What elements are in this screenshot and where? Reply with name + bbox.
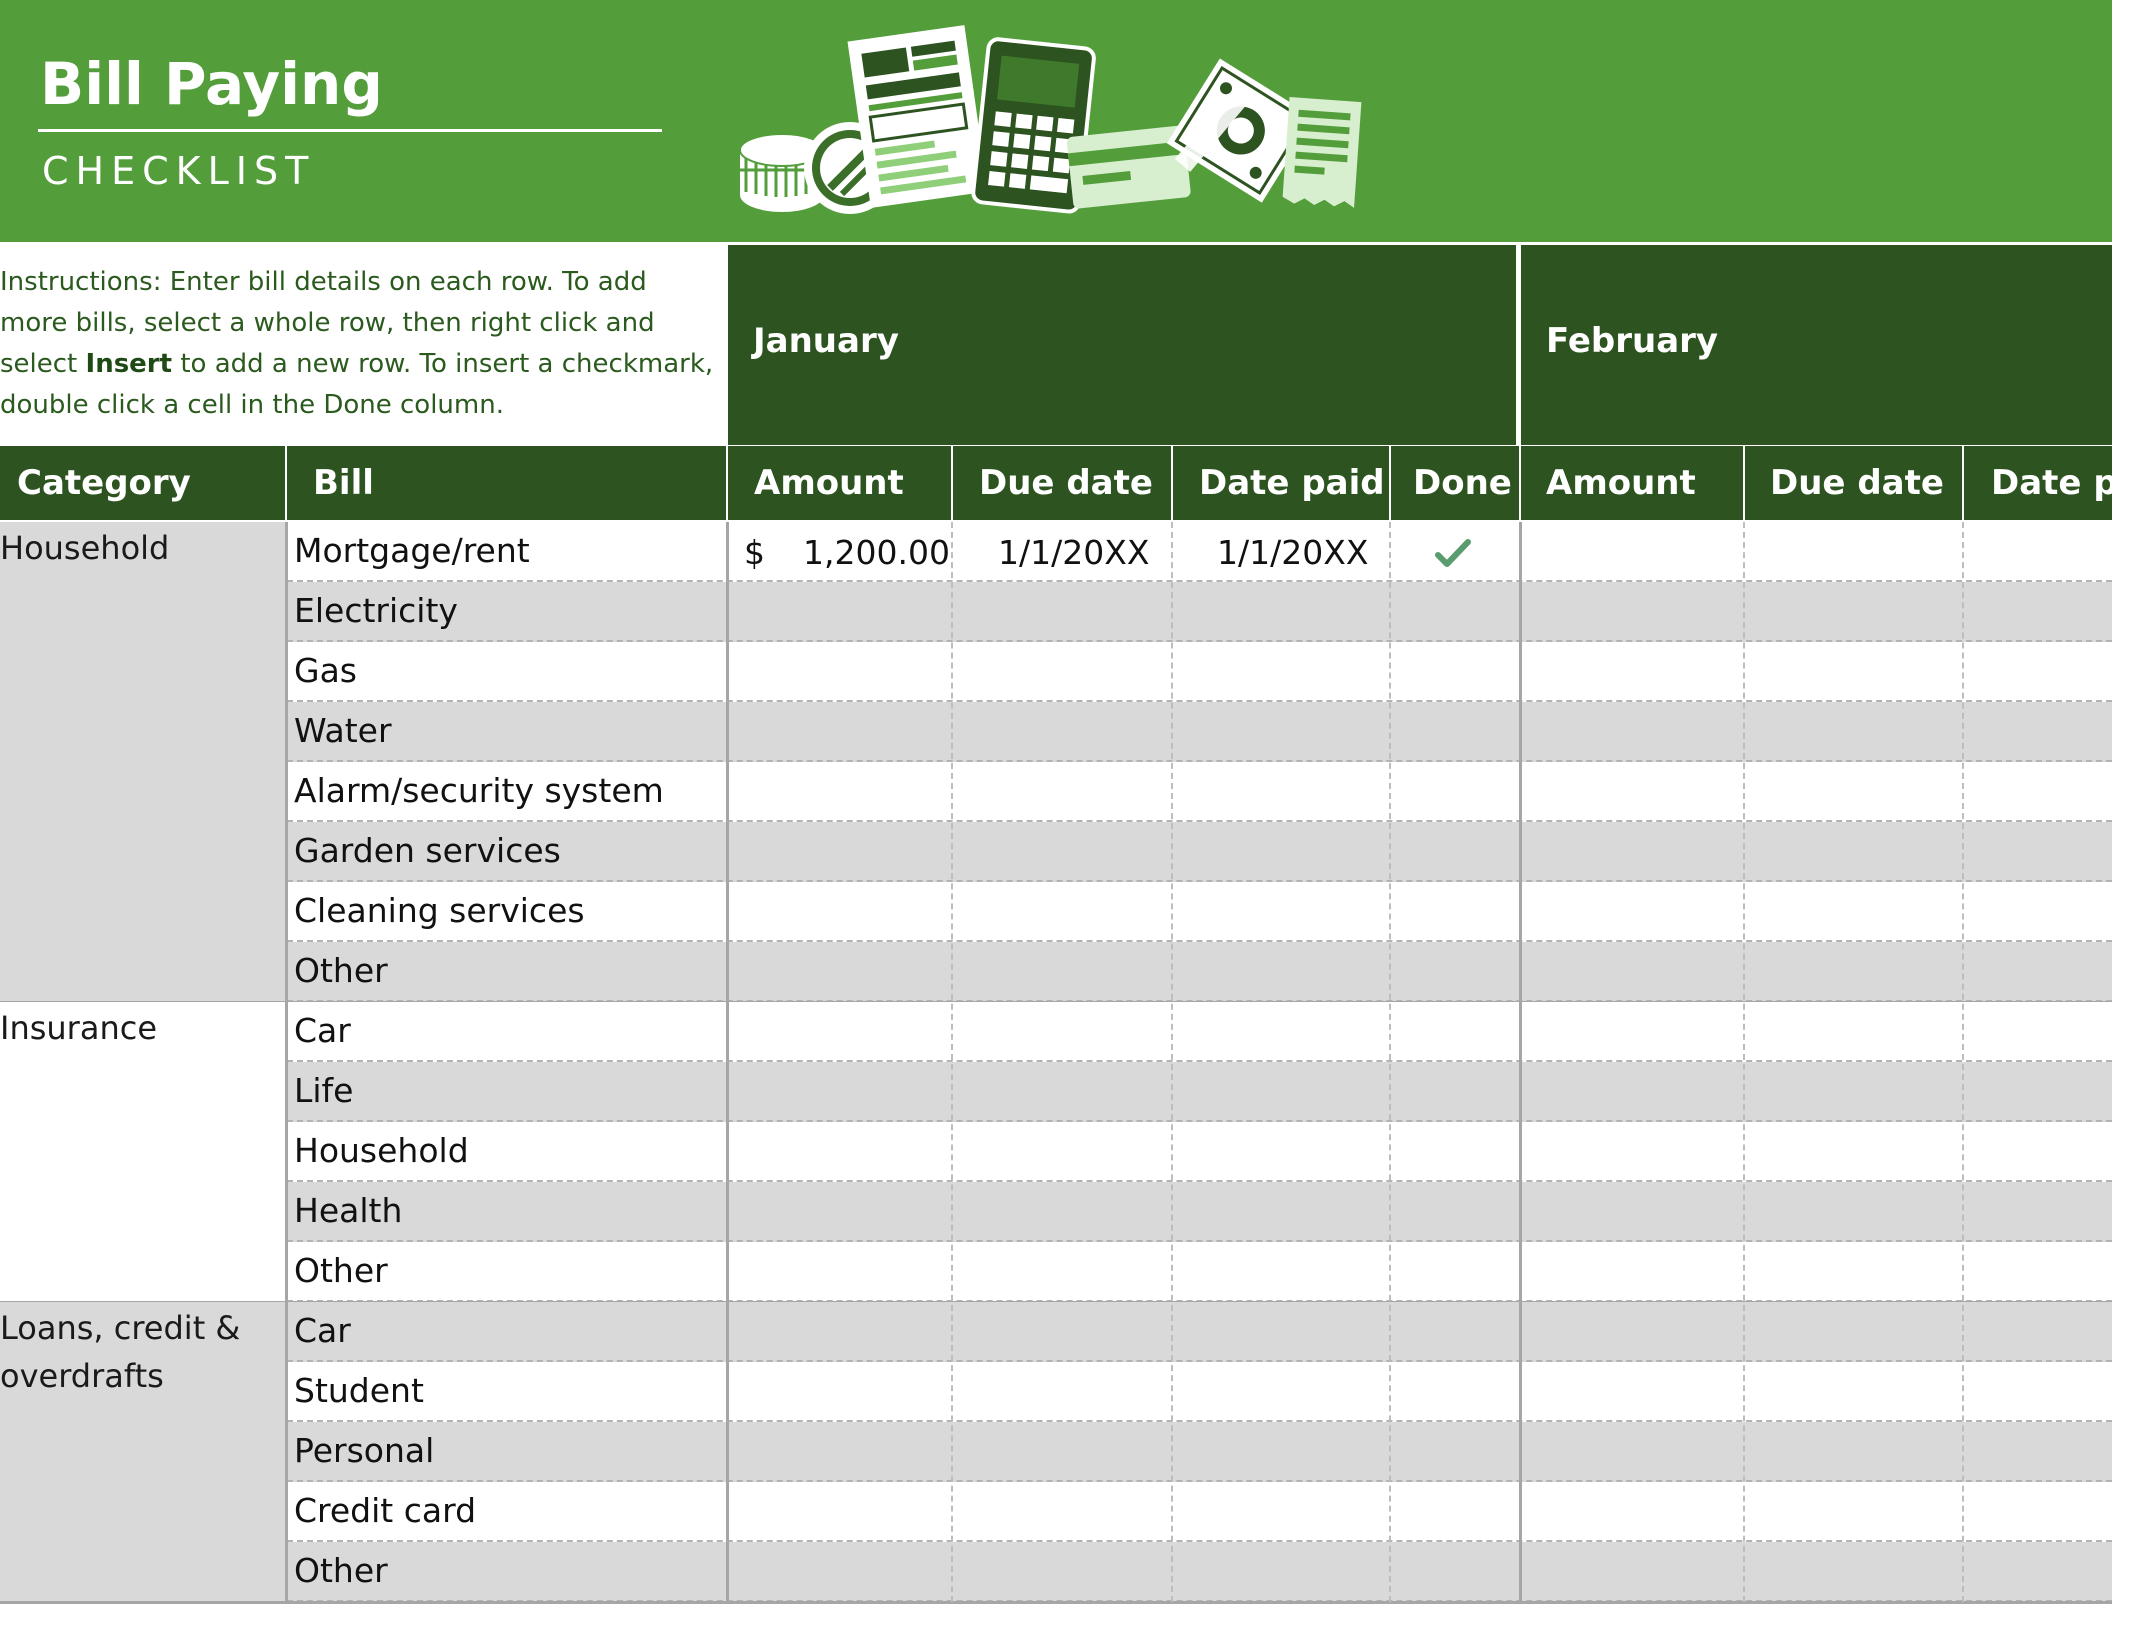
column-divider	[1962, 522, 1964, 1602]
table-row[interactable]	[287, 1242, 2112, 1302]
bill-name[interactable]: Alarm/security system	[294, 771, 664, 810]
table-row[interactable]	[287, 1062, 2112, 1122]
table-row[interactable]	[287, 1182, 2112, 1242]
header-divider	[726, 446, 728, 520]
bill-name[interactable]: Cleaning services	[294, 891, 585, 930]
table-row[interactable]	[287, 1422, 2112, 1482]
table-row[interactable]	[287, 642, 2112, 702]
month-header-february	[1521, 245, 2112, 445]
table-row[interactable]	[287, 942, 2112, 1002]
column-header-feb-date-paid: Date pa	[1964, 446, 2112, 520]
invoice-icon	[848, 25, 988, 208]
first-entry-date-paid[interactable]: 1/1/20XX	[1217, 533, 1369, 572]
checkmark-icon[interactable]	[1435, 538, 1471, 570]
header-divider	[1519, 446, 1521, 520]
bill-name[interactable]: Other	[294, 951, 388, 990]
bill-name[interactable]: Personal	[294, 1431, 435, 1470]
header-divider	[1743, 446, 1745, 520]
bill-name[interactable]: Electricity	[294, 591, 458, 630]
header-divider	[1962, 446, 1964, 520]
bill-name[interactable]: Other	[294, 1251, 388, 1290]
bill-checklist-table	[0, 446, 2141, 1606]
table-row[interactable]	[287, 1542, 2112, 1602]
header-divider	[1171, 446, 1173, 520]
column-header-jan-due-date: Due date	[953, 446, 1171, 520]
bill-name[interactable]: Other	[294, 1551, 388, 1590]
table-row[interactable]	[287, 1362, 2112, 1422]
bill-name[interactable]: Credit card	[294, 1491, 477, 1530]
first-entry-currency[interactable]: $	[744, 533, 765, 572]
column-divider	[1519, 522, 1522, 1602]
header-divider	[285, 446, 287, 520]
column-header-feb-amount: Amount	[1521, 446, 1743, 520]
header-divider	[1389, 446, 1391, 520]
bill-name[interactable]: Water	[294, 711, 392, 750]
table-row[interactable]	[287, 1122, 2112, 1182]
table-row[interactable]	[287, 702, 2112, 762]
category-cell[interactable]: Household	[0, 522, 285, 1002]
column-divider	[1743, 522, 1745, 1602]
first-entry-due-date[interactable]: 1/1/20XX	[998, 533, 1150, 572]
column-header-bill: Bill	[287, 446, 726, 520]
table-row[interactable]	[287, 582, 2112, 642]
column-divider	[1389, 522, 1391, 1602]
month-label-february: February	[1546, 321, 1719, 361]
bill-name[interactable]: Student	[294, 1371, 424, 1410]
column-header-feb-due-date: Due date	[1745, 446, 1962, 520]
category-cell[interactable]: Loans, credit & overdrafts	[0, 1302, 285, 1602]
finance-illustration	[730, 20, 1420, 230]
category-cell[interactable]: Insurance	[0, 1002, 285, 1302]
title-divider	[38, 129, 662, 132]
bill-name[interactable]: Mortgage/rent	[294, 531, 530, 570]
month-header-january	[728, 245, 1516, 445]
table-row[interactable]	[287, 1482, 2112, 1542]
instructions-text: Instructions: Enter bill details on each row. To add more bills, select a whole row, then right click and select Insert to add a new row. To insert a checkmark, double click a cell in the Done column.	[0, 267, 714, 420]
column-divider	[726, 522, 729, 1602]
category-separator	[0, 1601, 2112, 1604]
first-entry-amount[interactable]: 1,200.00	[803, 533, 950, 572]
month-label-january: January	[753, 321, 899, 361]
bill-name[interactable]: Gas	[294, 651, 357, 690]
page-subtitle: CHECKLIST	[42, 149, 316, 193]
column-header-jan-date-paid: Date paid	[1173, 446, 1389, 520]
bill-name[interactable]: Life	[294, 1071, 354, 1110]
header-divider	[951, 446, 953, 520]
bill-name[interactable]: Car	[294, 1311, 351, 1350]
table-row[interactable]	[287, 1302, 2112, 1362]
column-header-jan-done: Done	[1391, 446, 1519, 520]
column-divider	[1171, 522, 1173, 1602]
bill-name[interactable]: Car	[294, 1011, 351, 1050]
bill-name[interactable]: Health	[294, 1191, 403, 1230]
page-title: Bill Paying	[40, 50, 383, 118]
instructions-bold-word: Insert	[85, 349, 173, 379]
column-divider	[285, 522, 288, 1602]
bill-name[interactable]: Household	[294, 1131, 469, 1170]
column-header-category: Category	[0, 446, 285, 520]
header-banner	[0, 0, 2112, 242]
column-header-jan-amount: Amount	[728, 446, 951, 520]
column-divider	[951, 522, 953, 1602]
receipt-icon	[1282, 97, 1361, 208]
bill-name[interactable]: Garden services	[294, 831, 561, 870]
table-row[interactable]	[287, 522, 2112, 582]
table-row[interactable]	[287, 1002, 2112, 1062]
